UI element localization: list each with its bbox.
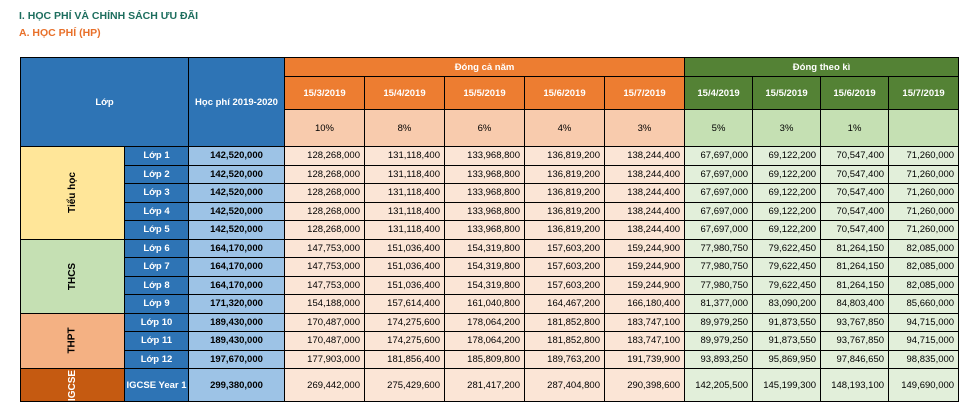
year-payment-value: 269,442,000 <box>285 369 365 402</box>
term-payment-value: 149,690,000 <box>889 369 959 402</box>
year-payment-value: 181,852,800 <box>525 313 605 332</box>
year-payment-value: 133,968,800 <box>445 165 525 184</box>
term-payment-value: 67,697,000 <box>685 184 753 203</box>
class-name: Lớp 5 <box>125 221 189 240</box>
year-payment-value: 128,268,000 <box>285 202 365 221</box>
tuition-fee-table <box>20 57 959 402</box>
term-date-header: 15/5/2019 <box>753 77 821 110</box>
annual-fee: 164,170,000 <box>189 258 285 277</box>
section-heading: I. HỌC PHÍ VÀ CHÍNH SÁCH ƯU ĐÃI <box>19 10 199 22</box>
class-name: Lớp 6 <box>125 239 189 258</box>
class-name: Lớp 4 <box>125 202 189 221</box>
term-payment-value: 67,697,000 <box>685 147 753 166</box>
year-payment-value: 183,747,100 <box>605 332 685 351</box>
year-payment-value: 287,404,800 <box>525 369 605 402</box>
year-date-header: 15/4/2019 <box>365 77 445 110</box>
table-row <box>21 221 959 240</box>
annual-fee: 142,520,000 <box>189 202 285 221</box>
year-payment-value: 136,819,200 <box>525 221 605 240</box>
term-payment-value: 85,660,000 <box>889 295 959 314</box>
year-payment-value: 154,319,800 <box>445 239 525 258</box>
term-payment-value: 70,547,400 <box>821 147 889 166</box>
term-discount-percent: 5% <box>685 110 753 147</box>
year-payment-value: 174,275,600 <box>365 313 445 332</box>
class-name: Lớp 8 <box>125 276 189 295</box>
year-payment-value: 189,763,200 <box>525 350 605 369</box>
annual-fee: 171,320,000 <box>189 295 285 314</box>
term-payment-value: 67,697,000 <box>685 202 753 221</box>
term-payment-value: 70,547,400 <box>821 165 889 184</box>
year-payment-value: 157,614,400 <box>365 295 445 314</box>
term-payment-value: 142,205,500 <box>685 369 753 402</box>
term-payment-value: 93,767,850 <box>821 332 889 351</box>
year-payment-value: 131,118,400 <box>365 221 445 240</box>
year-payment-value: 128,268,000 <box>285 221 365 240</box>
term-payment-value: 95,869,950 <box>753 350 821 369</box>
year-payment-value: 178,064,200 <box>445 313 525 332</box>
year-payment-value: 138,244,400 <box>605 221 685 240</box>
table-row <box>21 258 959 277</box>
year-payment-value: 133,968,800 <box>445 221 525 240</box>
term-payment-value: 94,715,000 <box>889 332 959 351</box>
year-payment-value: 128,268,000 <box>285 147 365 166</box>
term-payment-value: 91,873,550 <box>753 313 821 332</box>
class-name: Lớp 10 <box>125 313 189 332</box>
term-payment-value: 77,980,750 <box>685 239 753 258</box>
term-payment-value: 94,715,000 <box>889 313 959 332</box>
term-date-header: 15/7/2019 <box>889 77 959 110</box>
table-row <box>21 276 959 295</box>
term-payment-value: 71,260,000 <box>889 165 959 184</box>
term-payment-value: 98,835,000 <box>889 350 959 369</box>
year-payment-value: 136,819,200 <box>525 202 605 221</box>
term-payment-value: 93,893,250 <box>685 350 753 369</box>
year-payment-value: 128,268,000 <box>285 165 365 184</box>
year-payment-value: 138,244,400 <box>605 165 685 184</box>
annual-fee: 142,520,000 <box>189 221 285 240</box>
term-payment-value: 79,622,450 <box>753 258 821 277</box>
annual-fee: 189,430,000 <box>189 313 285 332</box>
school-level-label: Tiểu học <box>67 172 78 214</box>
term-payment-value: 81,264,150 <box>821 239 889 258</box>
term-payment-value: 81,264,150 <box>821 276 889 295</box>
year-date-header: 15/5/2019 <box>445 77 525 110</box>
class-name: Lớp 12 <box>125 350 189 369</box>
school-level-cell <box>21 147 125 240</box>
year-payment-value: 133,968,800 <box>445 147 525 166</box>
year-payment-value: 138,244,400 <box>605 184 685 203</box>
annual-fee: 164,170,000 <box>189 276 285 295</box>
year-payment-value: 131,118,400 <box>365 147 445 166</box>
class-name: Lớp 3 <box>125 184 189 203</box>
year-payment-value: 159,244,900 <box>605 258 685 277</box>
annual-fee: 142,520,000 <box>189 165 285 184</box>
term-payment-value: 69,122,200 <box>753 147 821 166</box>
annual-fee: 142,520,000 <box>189 147 285 166</box>
class-name: Lớp 11 <box>125 332 189 351</box>
term-payment-value: 67,697,000 <box>685 165 753 184</box>
annual-fee: 142,520,000 <box>189 184 285 203</box>
year-payment-value: 166,180,400 <box>605 295 685 314</box>
term-payment-value: 81,264,150 <box>821 258 889 277</box>
school-level-cell <box>21 239 125 313</box>
year-payment-value: 185,809,800 <box>445 350 525 369</box>
table-row <box>21 165 959 184</box>
term-payment-value: 97,846,650 <box>821 350 889 369</box>
year-payment-value: 136,819,200 <box>525 165 605 184</box>
term-discount-percent <box>889 110 959 147</box>
term-payment-value: 70,547,400 <box>821 184 889 203</box>
term-payment-value: 69,122,200 <box>753 184 821 203</box>
term-payment-value: 69,122,200 <box>753 202 821 221</box>
term-date-header: 15/4/2019 <box>685 77 753 110</box>
term-payment-value: 148,193,100 <box>821 369 889 402</box>
year-payment-value: 151,036,400 <box>365 276 445 295</box>
year-payment-value: 131,118,400 <box>365 202 445 221</box>
year-payment-value: 157,603,200 <box>525 239 605 258</box>
table-row <box>21 202 959 221</box>
year-payment-value: 154,188,000 <box>285 295 365 314</box>
table-row <box>21 147 959 166</box>
year-payment-value: 170,487,000 <box>285 332 365 351</box>
header-class: Lớp <box>21 58 189 147</box>
term-payment-value: 77,980,750 <box>685 258 753 277</box>
year-payment-value: 161,040,800 <box>445 295 525 314</box>
term-payment-value: 83,090,200 <box>753 295 821 314</box>
year-payment-value: 183,747,100 <box>605 313 685 332</box>
year-payment-value: 154,319,800 <box>445 258 525 277</box>
table-row <box>21 332 959 351</box>
year-payment-value: 136,819,200 <box>525 147 605 166</box>
year-payment-value: 275,429,600 <box>365 369 445 402</box>
term-payment-value: 81,377,000 <box>685 295 753 314</box>
table-row <box>21 369 959 402</box>
table-row <box>21 239 959 258</box>
class-name: Lớp 1 <box>125 147 189 166</box>
year-payment-value: 177,903,000 <box>285 350 365 369</box>
year-discount-percent: 10% <box>285 110 365 147</box>
table-row <box>21 184 959 203</box>
header-pay-per-term: Đóng theo kì <box>685 58 959 77</box>
term-payment-value: 89,979,250 <box>685 313 753 332</box>
class-name: Lớp 2 <box>125 165 189 184</box>
term-payment-value: 82,085,000 <box>889 276 959 295</box>
term-payment-value: 93,767,850 <box>821 313 889 332</box>
year-payment-value: 159,244,900 <box>605 239 685 258</box>
term-payment-value: 84,803,400 <box>821 295 889 314</box>
term-payment-value: 71,260,000 <box>889 202 959 221</box>
term-discount-percent: 1% <box>821 110 889 147</box>
year-discount-percent: 3% <box>605 110 685 147</box>
year-payment-value: 164,467,200 <box>525 295 605 314</box>
year-date-header: 15/7/2019 <box>605 77 685 110</box>
header-fee: Học phí 2019-2020 <box>189 58 285 147</box>
year-payment-value: 133,968,800 <box>445 184 525 203</box>
year-payment-value: 151,036,400 <box>365 239 445 258</box>
school-level-label: THCS <box>66 262 78 290</box>
term-payment-value: 67,697,000 <box>685 221 753 240</box>
year-payment-value: 154,319,800 <box>445 276 525 295</box>
year-payment-value: 157,603,200 <box>525 258 605 277</box>
year-payment-value: 147,753,000 <box>285 258 365 277</box>
term-discount-percent: 3% <box>753 110 821 147</box>
year-payment-value: 178,064,200 <box>445 332 525 351</box>
term-payment-value: 71,260,000 <box>889 221 959 240</box>
year-payment-value: 191,739,900 <box>605 350 685 369</box>
year-discount-percent: 4% <box>525 110 605 147</box>
term-payment-value: 71,260,000 <box>889 184 959 203</box>
year-date-header: 15/6/2019 <box>525 77 605 110</box>
year-payment-value: 159,244,900 <box>605 276 685 295</box>
table-row <box>21 350 959 369</box>
year-payment-value: 151,036,400 <box>365 258 445 277</box>
term-payment-value: 145,199,300 <box>753 369 821 402</box>
term-payment-value: 70,547,400 <box>821 221 889 240</box>
term-date-header: 15/6/2019 <box>821 77 889 110</box>
term-payment-value: 89,979,250 <box>685 332 753 351</box>
term-payment-value: 69,122,200 <box>753 165 821 184</box>
header-pay-full-year: Đóng cả năm <box>285 58 685 77</box>
term-payment-value: 70,547,400 <box>821 202 889 221</box>
term-payment-value: 71,260,000 <box>889 147 959 166</box>
year-payment-value: 147,753,000 <box>285 239 365 258</box>
year-payment-value: 133,968,800 <box>445 202 525 221</box>
year-discount-percent: 8% <box>365 110 445 147</box>
year-payment-value: 138,244,400 <box>605 202 685 221</box>
school-level-label: THPT <box>66 327 78 354</box>
school-level-label: IGCSE <box>67 369 78 401</box>
year-payment-value: 181,852,800 <box>525 332 605 351</box>
term-payment-value: 82,085,000 <box>889 258 959 277</box>
term-payment-value: 91,873,550 <box>753 332 821 351</box>
term-payment-value: 69,122,200 <box>753 221 821 240</box>
annual-fee: 197,670,000 <box>189 350 285 369</box>
school-level-cell <box>21 369 125 402</box>
year-payment-value: 136,819,200 <box>525 184 605 203</box>
year-payment-value: 131,118,400 <box>365 165 445 184</box>
class-name: IGCSE Year 1 <box>125 369 189 402</box>
year-payment-value: 157,603,200 <box>525 276 605 295</box>
year-payment-value: 281,417,200 <box>445 369 525 402</box>
table-row <box>21 295 959 314</box>
year-date-header: 15/3/2019 <box>285 77 365 110</box>
annual-fee: 299,380,000 <box>189 369 285 402</box>
year-payment-value: 174,275,600 <box>365 332 445 351</box>
school-level-cell <box>21 313 125 369</box>
year-payment-value: 147,753,000 <box>285 276 365 295</box>
year-payment-value: 128,268,000 <box>285 184 365 203</box>
annual-fee: 164,170,000 <box>189 239 285 258</box>
table-row <box>21 313 959 332</box>
year-discount-percent: 6% <box>445 110 525 147</box>
term-payment-value: 79,622,450 <box>753 239 821 258</box>
annual-fee: 189,430,000 <box>189 332 285 351</box>
term-payment-value: 77,980,750 <box>685 276 753 295</box>
year-payment-value: 181,856,400 <box>365 350 445 369</box>
year-payment-value: 170,487,000 <box>285 313 365 332</box>
year-payment-value: 290,398,600 <box>605 369 685 402</box>
term-payment-value: 79,622,450 <box>753 276 821 295</box>
year-payment-value: 131,118,400 <box>365 184 445 203</box>
class-name: Lớp 7 <box>125 258 189 277</box>
term-payment-value: 82,085,000 <box>889 239 959 258</box>
class-name: Lớp 9 <box>125 295 189 314</box>
year-payment-value: 138,244,400 <box>605 147 685 166</box>
section-subheading: A. HỌC PHÍ (HP) <box>19 27 101 39</box>
